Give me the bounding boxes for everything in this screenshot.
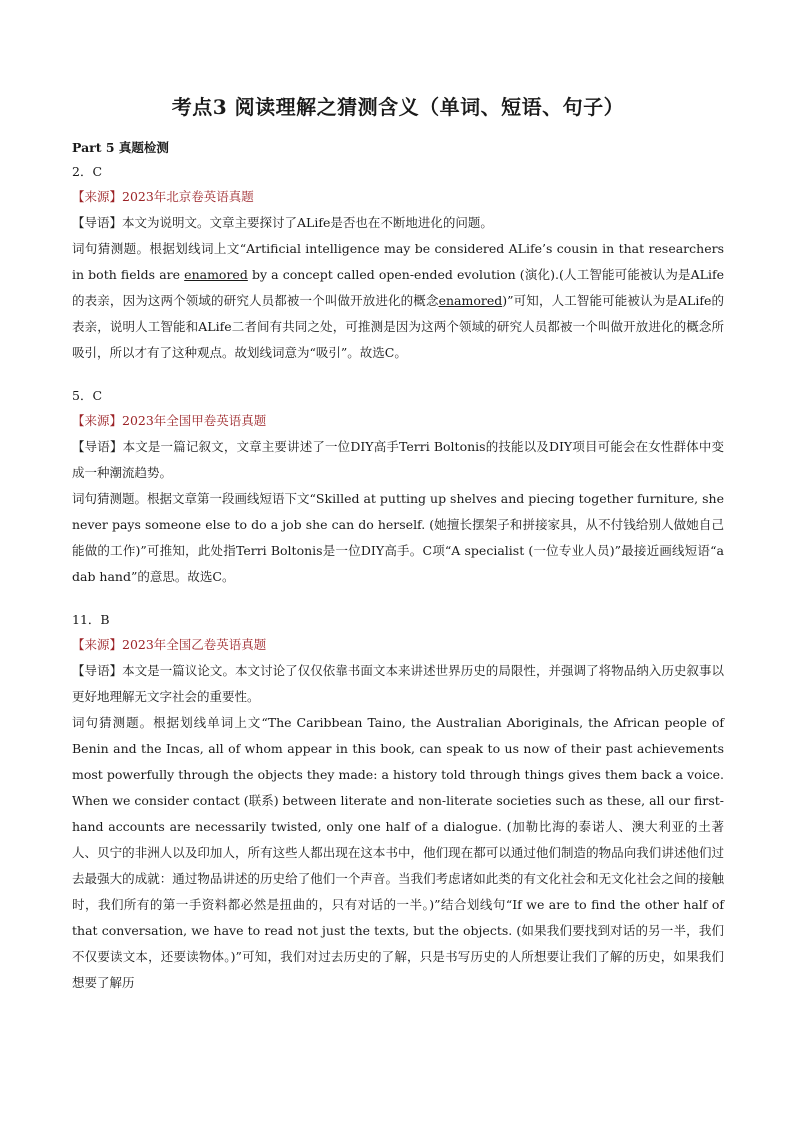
guide-paragraph: 【导语】本文是一篇记叙文，文章主要讲述了一位DIY高手Terri Boltonis的技能以及DIY项目可能会在女性群体中变成一种潮流趋势。 <box>72 439 724 480</box>
source-line: 【来源】2023年全国甲卷英语真题 <box>72 413 267 428</box>
explanation-paragraph <box>72 236 724 366</box>
source-line: 【来源】2023年全国乙卷英语真题 <box>72 637 267 652</box>
source-line: 【来源】2023年北京卷英语真题 <box>72 189 254 204</box>
guide-paragraph: 【导语】本文是一篇议论文。本文讨论了仅仅依靠书面文本来讲述世界历史的局限性，并强调了将物品纳入历史叙事以更好地理解无文字社会的重要性。 <box>72 663 724 704</box>
underlined-word: enamored <box>184 267 248 282</box>
spacer <box>72 590 724 608</box>
answer-block-2 <box>72 160 724 366</box>
spacer <box>72 366 724 384</box>
section-heading: Part 5 真题检测 <box>72 140 169 155</box>
explanation-text: by a concept called open-ended evolution (演化).(人工智能可能被认为是ALife的表亲，因为这两个领域的研究人员都被一个叫做开放进化的概念 <box>72 267 724 308</box>
explanation-paragraph: 词句猜测题。根据划线单词上文“The Caribbean Taino, the Australian Aboriginals, the African people of Benin and the Incas, all of whom appear in this book, can speak to us now of their past achievements most powerfully through the objects they made: a history told through things gives them back a voice. When we consider contact (联系) between literate and non-literate societies such as these, all our first-hand accounts are necessarily twisted, only one half of a dialogue. (加勒比海的泰诺人、澳大利亚的土著人、贝宁的非洲人以及印加人，所有这些人都出现在这本书中，他们现在都可以通过他们制造的物品向我们讲述他们过去最强大的成就：通过物品讲述的历史给了他们一个声音。当我们考虑诸如此类的有文化社会和无文化社会之间的接触时，我们所有的第一手资料都必然是扭曲的，只有对话的一半。)”结合划线句“If we are to find the other half of that conversation, we have to read not just the texts, but the objects. (如果我们要找到对话的另一半，我们不仅要读文本，还要读物体。)”可知，我们对过去历史的了解，只是书写历史的人所想要让我们了解的历史，如果我们想要了解历 <box>72 715 724 990</box>
page-title: 考点3 阅读理解之猜测含义（单词、短语、句子） <box>171 95 625 119</box>
explanation-paragraph: 词句猜测题。根据文章第一段画线短语下文“Skilled at putting up shelves and piecing together furniture, she never pays someone else to do a job she can do herself. (她擅长摆架子和拼接家具，从不付钱给别人做她自己能做的工作)”可推知，此处指Terri Boltonis是一位DIY高手。C项“A specialist (一位专业人员)”最接近画线短语“a dab hand”的意思。故选C。 <box>72 491 724 584</box>
explanation-text: 词句猜测题。根据划线词上文“Artificial intelligence may be considered ALife’s cousin in that researchers in both fields are <box>72 241 724 282</box>
answer-label: 2．C <box>72 164 103 179</box>
underlined-word: enamored <box>438 293 503 308</box>
explanation-text: )”可知，人工智能可能被认为是ALife的表亲，说明人工智能和ALife二者间有共同之处，可推测是因为这两个领域的研究人员都被一个叫做开放进化的概念所吸引，所以才有了这种观点。故划线词意为“吸引”。故选C。 <box>72 293 724 360</box>
answer-label: 5．C <box>72 388 103 403</box>
guide-paragraph: 【导语】本文为说明文。文章主要探讨了ALife是否也在不断地进化的问题。 <box>72 215 493 230</box>
answer-block-5 <box>72 384 724 590</box>
answer-label: 11．B <box>72 612 110 627</box>
answer-block-11 <box>72 608 724 996</box>
